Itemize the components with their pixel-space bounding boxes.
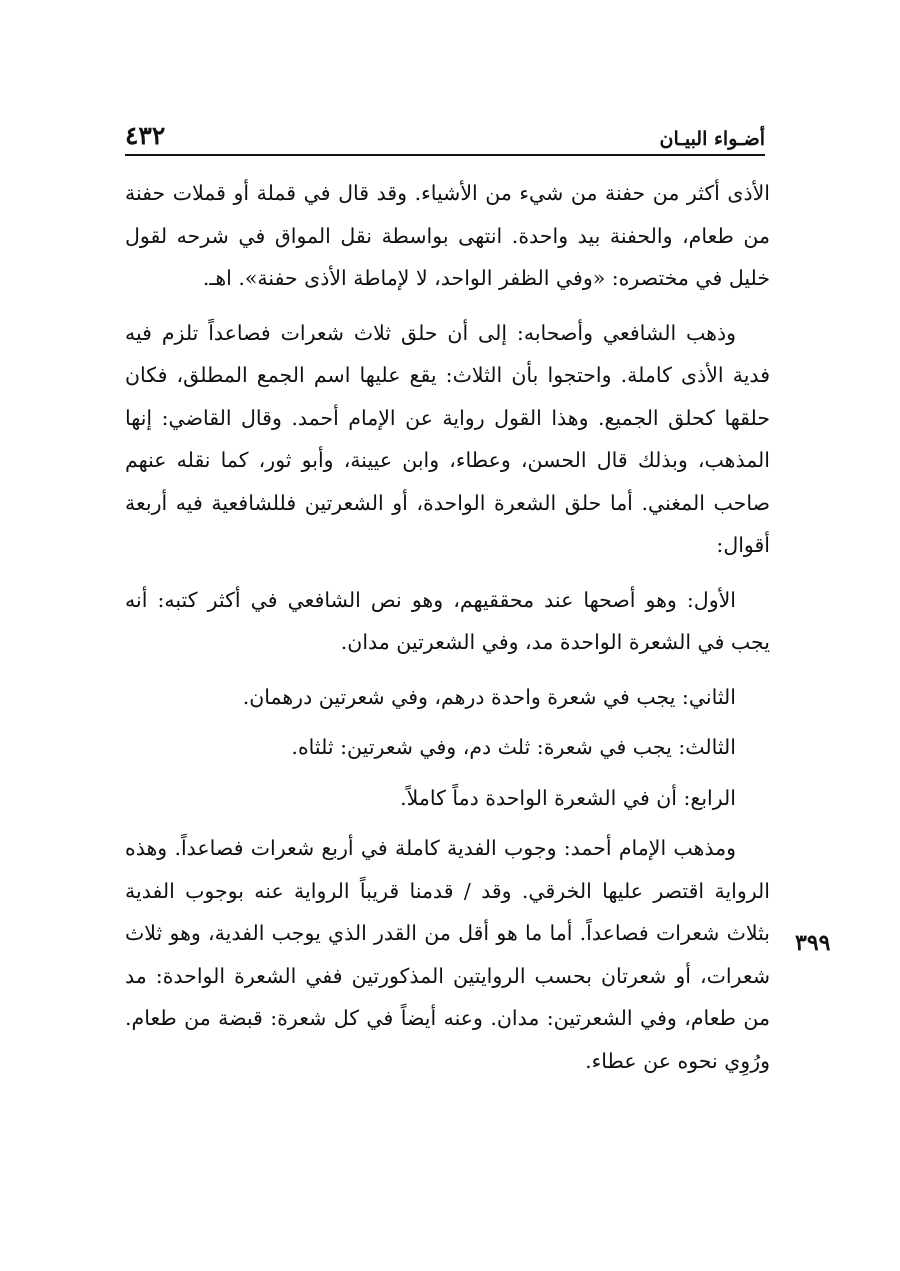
paragraph: الأول: وهو أصحها عند محققيهم، وهو نص الشافعي في أكثر كتبه: أنه يجب في الشعرة الواحدة مد، وفي الشعرتين مدان.	[125, 587, 770, 654]
page-header	[125, 110, 765, 156]
paragraph: الثاني: يجب في شعرة واحدة درهم، وفي شعرتين درهمان.	[242, 684, 736, 709]
paragraph: ومذهب الإمام أحمد: وجوب الفدية كاملة في أربع شعرات فصاعداً. وهذه الرواية اقتصر عليها الخرقي. وقد / قدمنا قريباً الرواية عنه بوجوب الفدية بثلاث شعرات فصاعداً. أما ما هو أقل من القدر الذي يوجب الفدية، وهو ثلاث شعرات، أو شعرتان بحسب الروايتين المذكورتين ففي الشعرة الواحدة: مد من طعام، وفي الشعرتين: مدان. وعنه أيضاً في كل شعرة: قبضة من طعام. ورُوِي نحوه عن عطاء.	[125, 836, 770, 1073]
original-page-reference: ٣٩٩	[795, 930, 831, 956]
running-title: أضـواء البيـان	[659, 128, 765, 150]
paragraph: الرابع: أن في الشعرة الواحدة دماً كاملاً.	[400, 785, 736, 810]
paragraph: وذهب الشافعي وأصحابه: إلى أن حلق ثلاث شعرات فصاعداً تلزم فيه فدية الأذى كاملة. واحتجوا بأن الثلاث: يقع عليها اسم الجمع المطلق، فكان حلقها كحلق الجميع. وهذا القول رواية عن الإمام أحمد. وقال القاضي: إنها المذهب، وبذلك قال الحسن، وعطاء، وابن عيينة، وأبو ثور، كما نقله عنهم صاحب المغني. أما حلق الشعرة الواحدة، أو الشعرتين فللشافعية فيه أربعة أقوال:	[125, 320, 770, 557]
page-number: ٤٣٢	[125, 121, 166, 150]
paragraph: الأذى أكثر من حفنة من شيء من الأشياء. وقد قال في قملة أو قملات حفنة من طعام، والحفنة بيد واحدة. انتهى بواسطة نقل المواق في شرحه لقول خليل في مختصره: «وفي الظفر الواحد، لا لإماطة الأذى حفنة». اهـ.	[125, 181, 770, 290]
paragraph: الثالث: يجب في شعرة: ثلث دم، وفي شعرتين: ثلثاه.	[291, 735, 736, 759]
page-body	[125, 172, 770, 1094]
